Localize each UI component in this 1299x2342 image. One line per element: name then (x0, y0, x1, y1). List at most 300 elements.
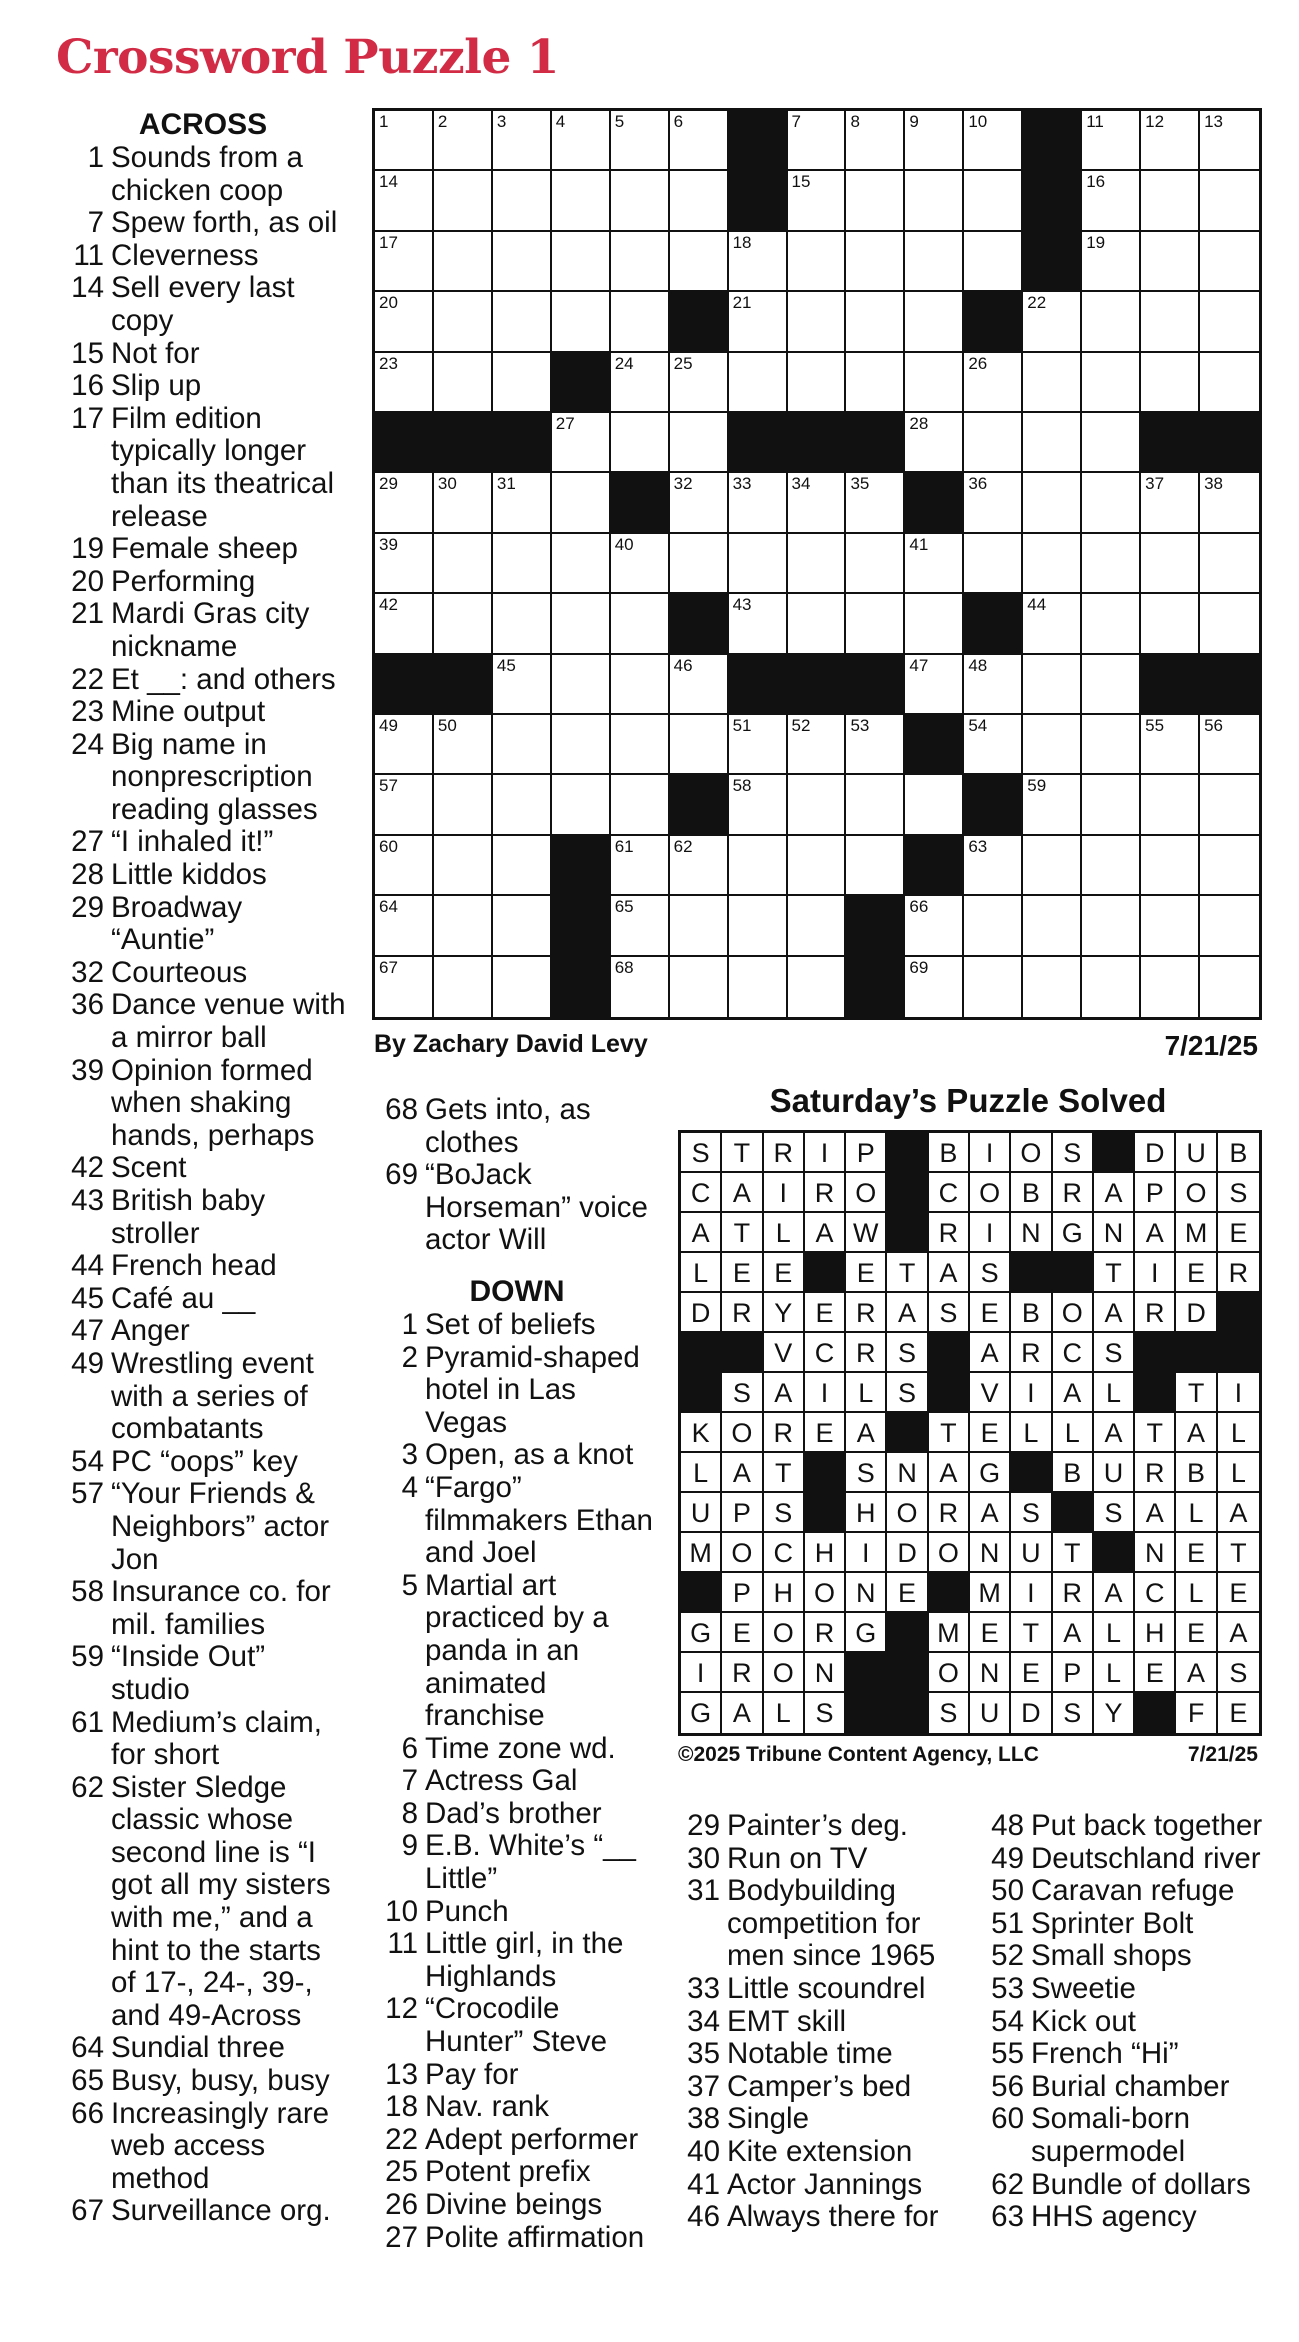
grid-cell[interactable] (846, 1493, 887, 1533)
grid-cell[interactable] (764, 1333, 805, 1373)
grid-cell[interactable] (493, 353, 552, 413)
grid-cell[interactable] (1218, 1613, 1259, 1653)
grid-cell[interactable] (846, 353, 905, 413)
grid-cell[interactable] (1011, 1333, 1052, 1373)
grid-cell[interactable] (805, 1413, 846, 1453)
grid-cell[interactable] (1141, 836, 1200, 896)
grid-cell[interactable] (681, 1253, 722, 1293)
grid-cell[interactable] (375, 232, 434, 292)
grid-cell[interactable] (1135, 1573, 1176, 1613)
grid-cell[interactable] (434, 171, 493, 231)
grid-cell[interactable] (722, 1533, 763, 1573)
grid-cell[interactable] (1141, 292, 1200, 352)
grid-cell[interactable] (1135, 1293, 1176, 1333)
grid-cell[interactable] (1053, 1653, 1094, 1693)
grid-cell[interactable] (788, 836, 847, 896)
grid-cell[interactable] (434, 232, 493, 292)
grid-cell[interactable] (970, 1133, 1011, 1173)
grid-cell[interactable] (722, 1613, 763, 1653)
grid-cell[interactable] (434, 896, 493, 956)
grid-cell[interactable] (1218, 1413, 1259, 1453)
grid-cell[interactable] (1218, 1573, 1259, 1613)
grid-cell[interactable] (1141, 715, 1200, 775)
grid-cell[interactable] (929, 1613, 970, 1653)
grid-cell[interactable] (1011, 1613, 1052, 1653)
grid-cell[interactable] (764, 1213, 805, 1253)
grid-cell[interactable] (970, 1573, 1011, 1613)
grid-cell[interactable] (1094, 1573, 1135, 1613)
grid-cell[interactable] (1082, 896, 1141, 956)
grid-cell[interactable] (552, 775, 611, 835)
grid-cell[interactable] (1011, 1533, 1052, 1573)
grid-cell[interactable] (764, 1293, 805, 1333)
grid-cell[interactable] (1082, 715, 1141, 775)
grid-cell[interactable] (970, 1533, 1011, 1573)
grid-cell[interactable] (1200, 353, 1259, 413)
grid-cell[interactable] (964, 534, 1023, 594)
grid-cell[interactable] (729, 534, 788, 594)
grid-cell[interactable] (846, 715, 905, 775)
grid-cell[interactable] (929, 1413, 970, 1453)
grid-cell[interactable] (493, 957, 552, 1017)
grid-cell[interactable] (1176, 1253, 1217, 1293)
grid-cell[interactable] (1082, 957, 1141, 1017)
grid-cell[interactable] (493, 232, 552, 292)
grid-cell[interactable] (611, 715, 670, 775)
grid-cell[interactable] (434, 715, 493, 775)
grid-cell[interactable] (1141, 896, 1200, 956)
grid-cell[interactable] (929, 1533, 970, 1573)
grid-cell[interactable] (1023, 896, 1082, 956)
grid-cell[interactable] (764, 1173, 805, 1213)
grid-cell[interactable] (1218, 1693, 1259, 1733)
grid-cell[interactable] (1200, 473, 1259, 533)
grid-cell[interactable] (1141, 775, 1200, 835)
grid-cell[interactable] (1218, 1453, 1259, 1493)
grid-cell[interactable] (493, 473, 552, 533)
grid-cell[interactable] (905, 111, 964, 171)
grid-cell[interactable] (611, 957, 670, 1017)
grid-cell[interactable] (970, 1253, 1011, 1293)
grid-cell[interactable] (552, 594, 611, 654)
grid-cell[interactable] (929, 1133, 970, 1173)
grid-cell[interactable] (970, 1613, 1011, 1653)
grid-cell[interactable] (729, 715, 788, 775)
grid-cell[interactable] (1141, 594, 1200, 654)
grid-cell[interactable] (670, 413, 729, 473)
grid-cell[interactable] (434, 353, 493, 413)
grid-cell[interactable] (970, 1173, 1011, 1213)
grid-cell[interactable] (375, 111, 434, 171)
grid-cell[interactable] (1135, 1213, 1176, 1253)
grid-cell[interactable] (805, 1173, 846, 1213)
grid-cell[interactable] (552, 232, 611, 292)
grid-cell[interactable] (670, 353, 729, 413)
grid-cell[interactable] (764, 1573, 805, 1613)
grid-cell[interactable] (722, 1493, 763, 1533)
grid-cell[interactable] (846, 775, 905, 835)
grid-cell[interactable] (1176, 1573, 1217, 1613)
grid-cell[interactable] (1176, 1413, 1217, 1453)
grid-cell[interactable] (764, 1693, 805, 1733)
grid-cell[interactable] (1011, 1493, 1052, 1533)
grid-cell[interactable] (1200, 594, 1259, 654)
grid-cell[interactable] (1141, 111, 1200, 171)
grid-cell[interactable] (1094, 1333, 1135, 1373)
grid-cell[interactable] (1200, 292, 1259, 352)
grid-cell[interactable] (1053, 1453, 1094, 1493)
grid-cell[interactable] (788, 957, 847, 1017)
grid-cell[interactable] (681, 1413, 722, 1453)
grid-cell[interactable] (1023, 413, 1082, 473)
grid-cell[interactable] (493, 715, 552, 775)
grid-cell[interactable] (552, 655, 611, 715)
grid-cell[interactable] (681, 1293, 722, 1333)
grid-cell[interactable] (1053, 1213, 1094, 1253)
grid-cell[interactable] (1082, 171, 1141, 231)
grid-cell[interactable] (788, 232, 847, 292)
grid-cell[interactable] (552, 473, 611, 533)
grid-cell[interactable] (764, 1653, 805, 1693)
grid-cell[interactable] (846, 836, 905, 896)
grid-cell[interactable] (670, 232, 729, 292)
grid-cell[interactable] (681, 1213, 722, 1253)
grid-cell[interactable] (729, 775, 788, 835)
grid-cell[interactable] (1053, 1333, 1094, 1373)
grid-cell[interactable] (964, 232, 1023, 292)
grid-cell[interactable] (1011, 1693, 1052, 1733)
grid-cell[interactable] (1135, 1653, 1176, 1693)
grid-cell[interactable] (887, 1253, 928, 1293)
grid-cell[interactable] (1082, 655, 1141, 715)
grid-cell[interactable] (1141, 171, 1200, 231)
grid-cell[interactable] (929, 1173, 970, 1213)
grid-cell[interactable] (1023, 594, 1082, 654)
grid-cell[interactable] (611, 232, 670, 292)
grid-cell[interactable] (1135, 1413, 1176, 1453)
grid-cell[interactable] (1200, 957, 1259, 1017)
grid-cell[interactable] (964, 715, 1023, 775)
grid-cell[interactable] (929, 1453, 970, 1493)
grid-cell[interactable] (1053, 1613, 1094, 1653)
grid-cell[interactable] (1094, 1293, 1135, 1333)
grid-cell[interactable] (764, 1133, 805, 1173)
grid-cell[interactable] (1135, 1533, 1176, 1573)
grid-cell[interactable] (1094, 1693, 1135, 1733)
grid-cell[interactable] (970, 1373, 1011, 1413)
grid-cell[interactable] (1082, 353, 1141, 413)
grid-cell[interactable] (375, 775, 434, 835)
grid-cell[interactable] (375, 171, 434, 231)
grid-cell[interactable] (1200, 111, 1259, 171)
grid-cell[interactable] (611, 171, 670, 231)
grid-cell[interactable] (846, 1333, 887, 1373)
grid-cell[interactable] (681, 1693, 722, 1733)
grid-cell[interactable] (887, 1533, 928, 1573)
grid-cell[interactable] (722, 1413, 763, 1453)
grid-cell[interactable] (1023, 775, 1082, 835)
grid-cell[interactable] (434, 775, 493, 835)
grid-cell[interactable] (670, 715, 729, 775)
grid-cell[interactable] (905, 171, 964, 231)
grid-cell[interactable] (1135, 1253, 1176, 1293)
grid-cell[interactable] (1218, 1493, 1259, 1533)
grid-cell[interactable] (764, 1413, 805, 1453)
grid-cell[interactable] (1176, 1373, 1217, 1413)
grid-cell[interactable] (1082, 473, 1141, 533)
grid-cell[interactable] (905, 957, 964, 1017)
grid-cell[interactable] (375, 896, 434, 956)
grid-cell[interactable] (846, 1413, 887, 1453)
grid-cell[interactable] (611, 413, 670, 473)
grid-cell[interactable] (375, 473, 434, 533)
grid-cell[interactable] (611, 896, 670, 956)
grid-cell[interactable] (1218, 1213, 1259, 1253)
grid-cell[interactable] (434, 111, 493, 171)
grid-cell[interactable] (552, 111, 611, 171)
grid-cell[interactable] (681, 1653, 722, 1693)
grid-cell[interactable] (722, 1213, 763, 1253)
grid-cell[interactable] (611, 534, 670, 594)
grid-cell[interactable] (846, 171, 905, 231)
grid-cell[interactable] (846, 1213, 887, 1253)
grid-cell[interactable] (788, 896, 847, 956)
grid-cell[interactable] (722, 1133, 763, 1173)
grid-cell[interactable] (611, 292, 670, 352)
grid-cell[interactable] (929, 1253, 970, 1293)
grid-cell[interactable] (788, 594, 847, 654)
grid-cell[interactable] (805, 1693, 846, 1733)
grid-cell[interactable] (887, 1293, 928, 1333)
grid-cell[interactable] (493, 836, 552, 896)
grid-cell[interactable] (764, 1253, 805, 1293)
grid-cell[interactable] (1200, 534, 1259, 594)
grid-cell[interactable] (905, 896, 964, 956)
grid-cell[interactable] (905, 413, 964, 473)
grid-cell[interactable] (681, 1453, 722, 1493)
grid-cell[interactable] (722, 1373, 763, 1413)
grid-cell[interactable] (1082, 292, 1141, 352)
grid-cell[interactable] (670, 957, 729, 1017)
grid-cell[interactable] (964, 413, 1023, 473)
grid-cell[interactable] (1135, 1493, 1176, 1533)
grid-cell[interactable] (1200, 232, 1259, 292)
grid-cell[interactable] (670, 534, 729, 594)
grid-cell[interactable] (764, 1533, 805, 1573)
grid-cell[interactable] (729, 957, 788, 1017)
grid-cell[interactable] (846, 1253, 887, 1293)
grid-cell[interactable] (1011, 1133, 1052, 1173)
grid-cell[interactable] (1011, 1293, 1052, 1333)
grid-cell[interactable] (788, 775, 847, 835)
grid-cell[interactable] (887, 1493, 928, 1533)
grid-cell[interactable] (1023, 353, 1082, 413)
grid-cell[interactable] (1094, 1173, 1135, 1213)
grid-cell[interactable] (611, 353, 670, 413)
grid-cell[interactable] (1176, 1213, 1217, 1253)
grid-cell[interactable] (681, 1533, 722, 1573)
grid-cell[interactable] (1053, 1693, 1094, 1733)
grid-cell[interactable] (905, 594, 964, 654)
grid-cell[interactable] (964, 473, 1023, 533)
grid-cell[interactable] (964, 171, 1023, 231)
grid-cell[interactable] (1176, 1453, 1217, 1493)
grid-cell[interactable] (905, 353, 964, 413)
grid-cell[interactable] (805, 1213, 846, 1253)
grid-cell[interactable] (887, 1333, 928, 1373)
grid-cell[interactable] (1218, 1373, 1259, 1413)
grid-cell[interactable] (764, 1493, 805, 1533)
grid-cell[interactable] (970, 1693, 1011, 1733)
grid-cell[interactable] (805, 1653, 846, 1693)
grid-cell[interactable] (846, 534, 905, 594)
grid-cell[interactable] (788, 171, 847, 231)
grid-cell[interactable] (846, 1613, 887, 1653)
grid-cell[interactable] (805, 1373, 846, 1413)
grid-cell[interactable] (611, 111, 670, 171)
grid-cell[interactable] (493, 534, 552, 594)
grid-cell[interactable] (729, 292, 788, 352)
grid-cell[interactable] (788, 292, 847, 352)
grid-cell[interactable] (611, 836, 670, 896)
grid-cell[interactable] (611, 775, 670, 835)
grid-cell[interactable] (1094, 1213, 1135, 1253)
grid-cell[interactable] (434, 473, 493, 533)
grid-cell[interactable] (611, 594, 670, 654)
grid-cell[interactable] (964, 655, 1023, 715)
grid-cell[interactable] (887, 1373, 928, 1413)
grid-cell[interactable] (722, 1173, 763, 1213)
grid-cell[interactable] (729, 594, 788, 654)
grid-cell[interactable] (1082, 413, 1141, 473)
grid-cell[interactable] (493, 775, 552, 835)
grid-cell[interactable] (846, 1373, 887, 1413)
grid-cell[interactable] (1176, 1653, 1217, 1693)
grid-cell[interactable] (1176, 1133, 1217, 1173)
grid-cell[interactable] (1011, 1173, 1052, 1213)
grid-cell[interactable] (1176, 1613, 1217, 1653)
grid-cell[interactable] (846, 111, 905, 171)
grid-cell[interactable] (493, 171, 552, 231)
grid-cell[interactable] (1023, 534, 1082, 594)
grid-cell[interactable] (1141, 232, 1200, 292)
grid-cell[interactable] (1053, 1573, 1094, 1613)
grid-cell[interactable] (1135, 1133, 1176, 1173)
grid-cell[interactable] (493, 292, 552, 352)
grid-cell[interactable] (764, 1453, 805, 1493)
grid-cell[interactable] (375, 836, 434, 896)
grid-cell[interactable] (970, 1493, 1011, 1533)
grid-cell[interactable] (375, 292, 434, 352)
grid-cell[interactable] (434, 594, 493, 654)
grid-cell[interactable] (1218, 1253, 1259, 1293)
grid-cell[interactable] (375, 957, 434, 1017)
grid-cell[interactable] (722, 1653, 763, 1693)
grid-cell[interactable] (1011, 1373, 1052, 1413)
grid-cell[interactable] (1053, 1293, 1094, 1333)
grid-cell[interactable] (788, 473, 847, 533)
grid-cell[interactable] (729, 473, 788, 533)
grid-cell[interactable] (1200, 715, 1259, 775)
grid-cell[interactable] (670, 896, 729, 956)
grid-cell[interactable] (1082, 111, 1141, 171)
grid-cell[interactable] (722, 1573, 763, 1613)
grid-cell[interactable] (1082, 534, 1141, 594)
grid-cell[interactable] (375, 353, 434, 413)
grid-cell[interactable] (1218, 1133, 1259, 1173)
grid-cell[interactable] (805, 1293, 846, 1333)
grid-cell[interactable] (1053, 1413, 1094, 1453)
grid-cell[interactable] (1082, 594, 1141, 654)
grid-cell[interactable] (1094, 1373, 1135, 1413)
grid-cell[interactable] (375, 534, 434, 594)
grid-cell[interactable] (1135, 1453, 1176, 1493)
grid-cell[interactable] (1176, 1293, 1217, 1333)
grid-cell[interactable] (670, 171, 729, 231)
grid-cell[interactable] (964, 353, 1023, 413)
grid-cell[interactable] (1218, 1653, 1259, 1693)
grid-cell[interactable] (846, 473, 905, 533)
grid-cell[interactable] (846, 1133, 887, 1173)
grid-cell[interactable] (1218, 1533, 1259, 1573)
grid-cell[interactable] (681, 1133, 722, 1173)
grid-cell[interactable] (1082, 775, 1141, 835)
grid-cell[interactable] (1023, 836, 1082, 896)
grid-cell[interactable] (493, 655, 552, 715)
grid-cell[interactable] (681, 1493, 722, 1533)
grid-cell[interactable] (670, 655, 729, 715)
grid-cell[interactable] (1141, 957, 1200, 1017)
grid-cell[interactable] (788, 534, 847, 594)
grid-cell[interactable] (722, 1253, 763, 1293)
grid-cell[interactable] (964, 957, 1023, 1017)
grid-cell[interactable] (1094, 1413, 1135, 1453)
grid-cell[interactable] (1176, 1173, 1217, 1213)
grid-cell[interactable] (1094, 1653, 1135, 1693)
grid-cell[interactable] (964, 836, 1023, 896)
grid-cell[interactable] (846, 292, 905, 352)
grid-cell[interactable] (805, 1133, 846, 1173)
grid-cell[interactable] (493, 594, 552, 654)
grid-cell[interactable] (846, 1293, 887, 1333)
grid-cell[interactable] (846, 1533, 887, 1573)
grid-cell[interactable] (1135, 1613, 1176, 1653)
grid-cell[interactable] (764, 1373, 805, 1413)
grid-cell[interactable] (1023, 473, 1082, 533)
grid-cell[interactable] (846, 594, 905, 654)
grid-cell[interactable] (1094, 1453, 1135, 1493)
grid-cell[interactable] (1200, 836, 1259, 896)
grid-cell[interactable] (1053, 1173, 1094, 1213)
grid-cell[interactable] (1135, 1173, 1176, 1213)
grid-cell[interactable] (729, 232, 788, 292)
grid-cell[interactable] (434, 534, 493, 594)
grid-cell[interactable] (1023, 957, 1082, 1017)
grid-cell[interactable] (905, 655, 964, 715)
grid-cell[interactable] (970, 1653, 1011, 1693)
grid-cell[interactable] (905, 232, 964, 292)
grid-cell[interactable] (970, 1413, 1011, 1453)
grid-cell[interactable] (964, 111, 1023, 171)
grid-cell[interactable] (1200, 896, 1259, 956)
grid-cell[interactable] (1011, 1573, 1052, 1613)
grid-cell[interactable] (1023, 292, 1082, 352)
grid-cell[interactable] (729, 836, 788, 896)
grid-cell[interactable] (964, 896, 1023, 956)
grid-cell[interactable] (905, 534, 964, 594)
grid-cell[interactable] (846, 1453, 887, 1493)
grid-cell[interactable] (1053, 1373, 1094, 1413)
